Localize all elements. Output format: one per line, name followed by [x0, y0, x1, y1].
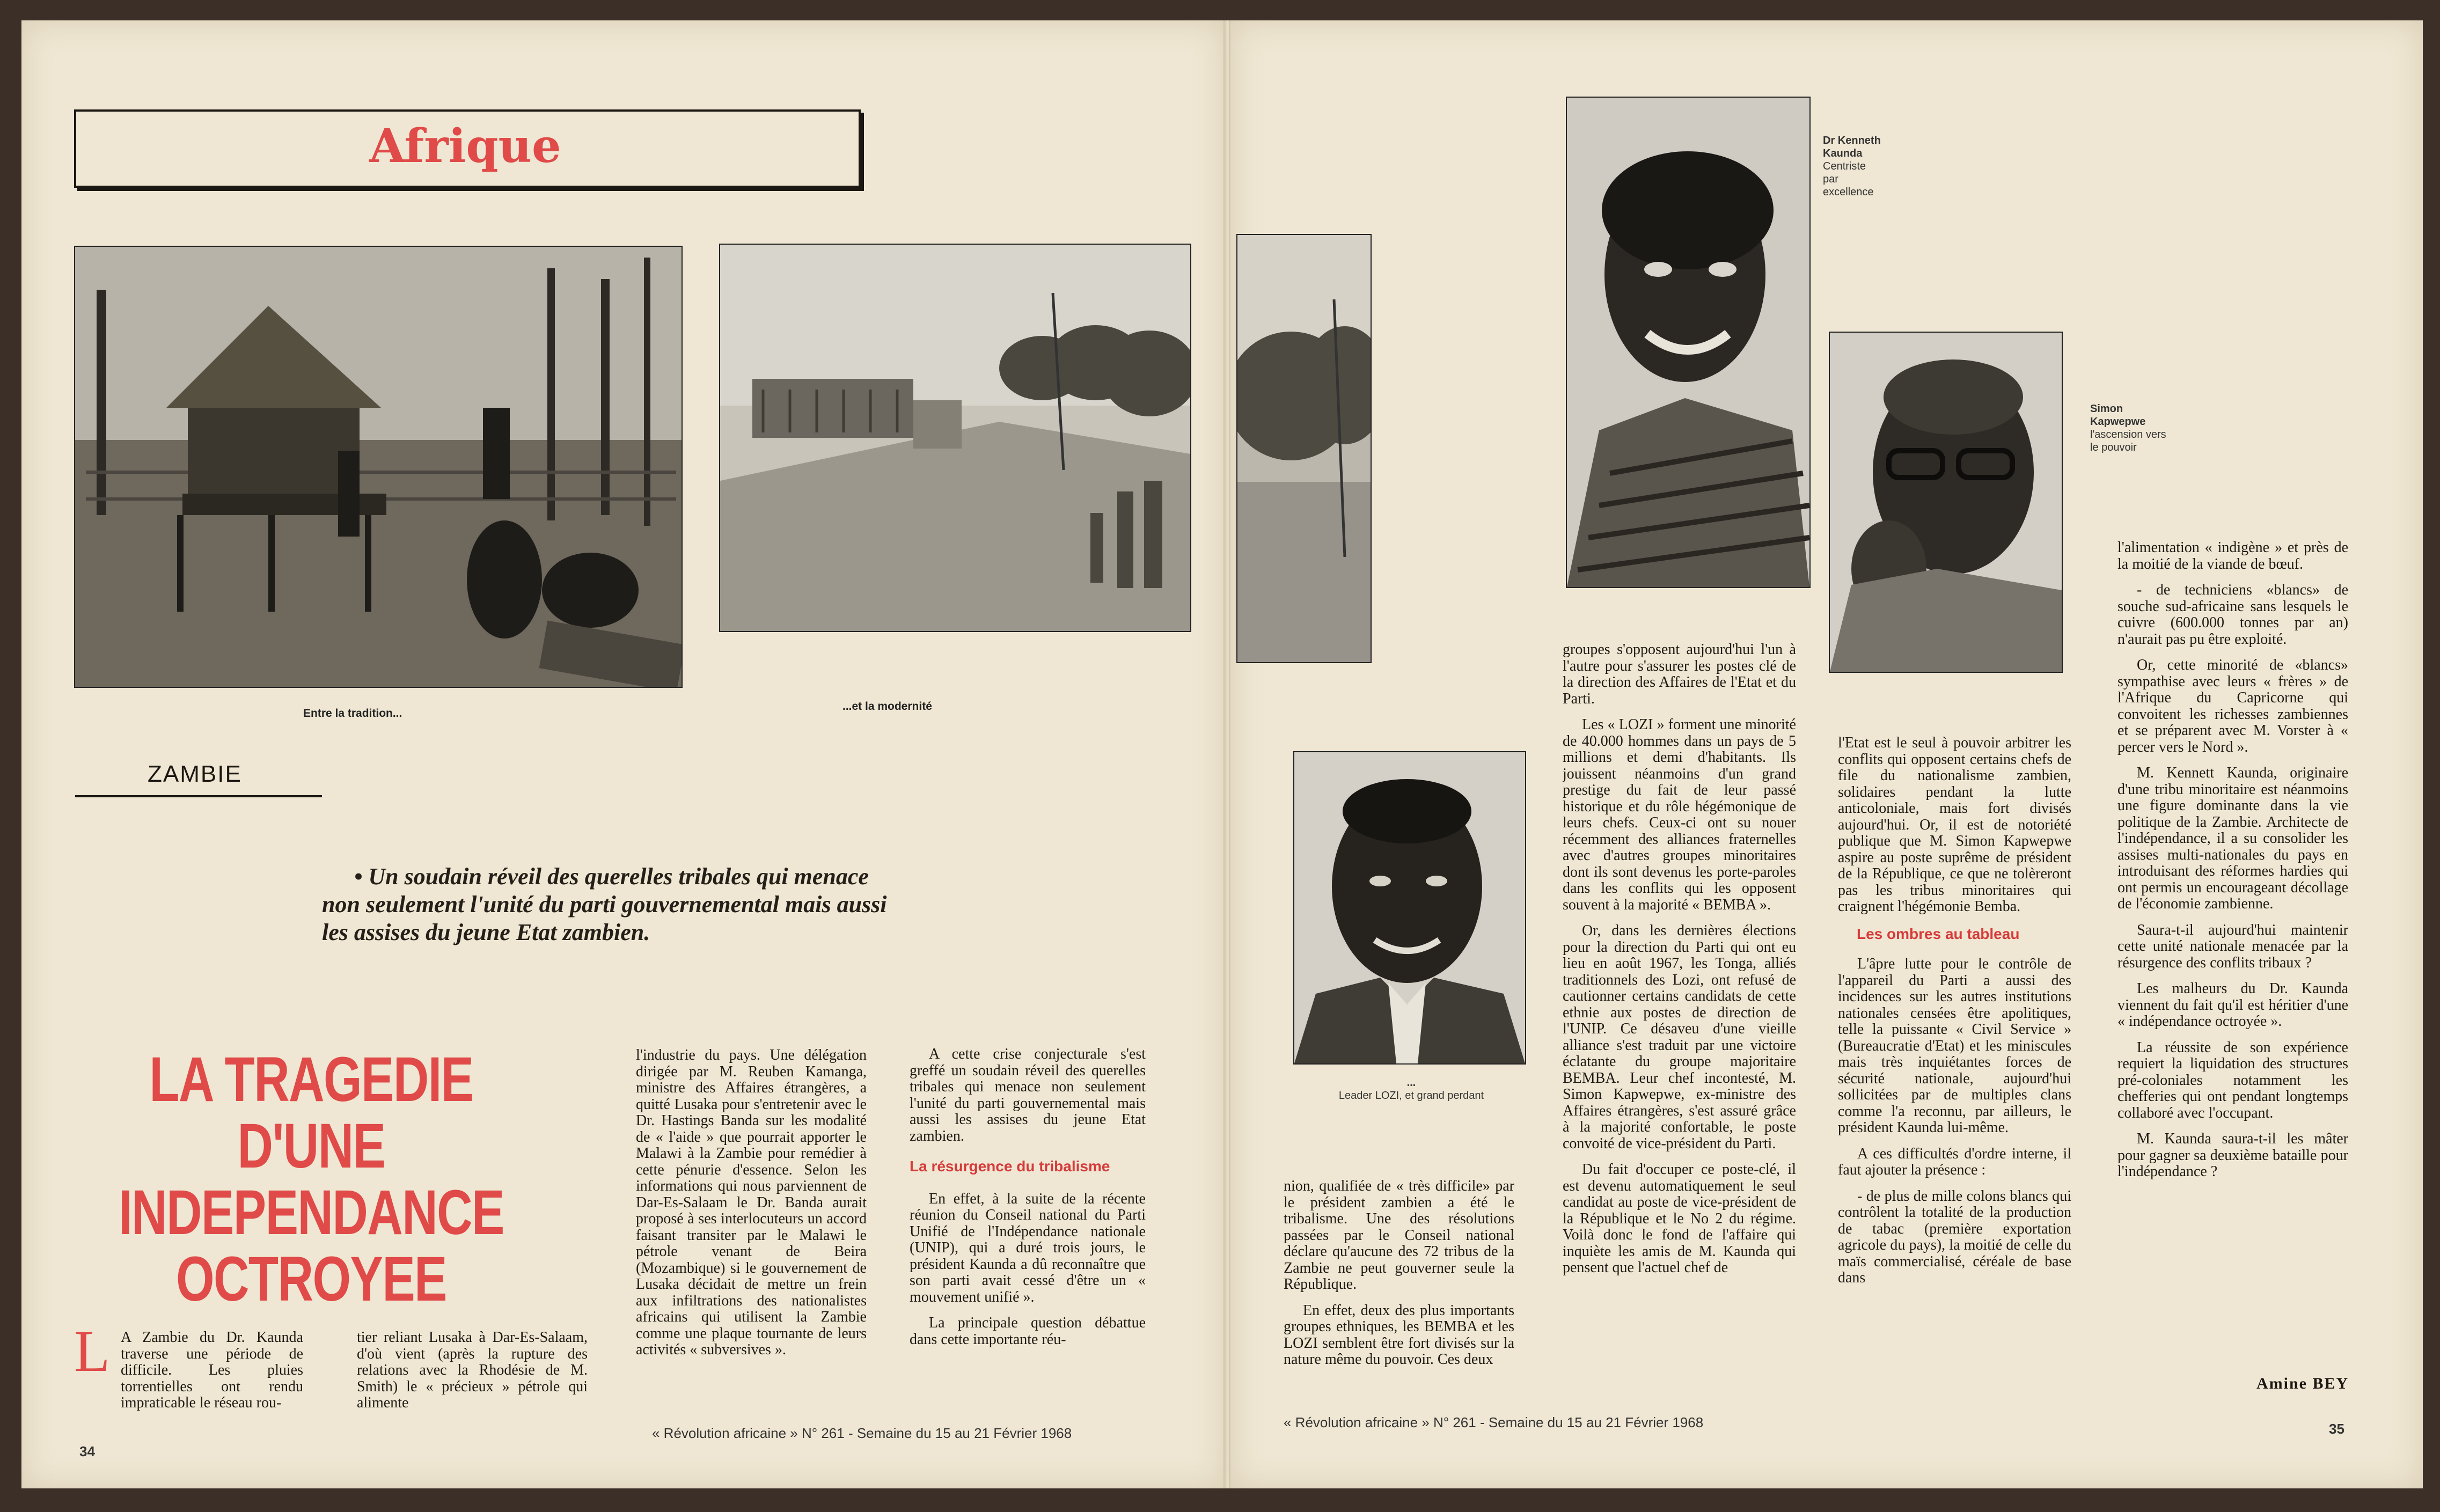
- article-col-4: [910, 1046, 1146, 1406]
- article-col-2: [357, 1330, 588, 1421]
- photo-lozi-leader: [1293, 751, 1526, 1065]
- right-footer: « Révolution africaine » N° 261 - Semaine du 15 au 21 Février 1968: [1284, 1414, 1704, 1430]
- photo-caption-tradition: Entre la tradition...: [303, 707, 402, 720]
- article-col-2-text: tier reliant Lusaka à Dar-Es-Salaam, d'où vient (après la rupture des relations avec la Rhodésie de M. Smith) le « précieux » pétrole qui alimente: [357, 1329, 588, 1411]
- article-col-d-p8: M. Kaunda saura-t-il les mâter pour gagner sa deuxième bataille pour l'indépendance ?: [2117, 1131, 2348, 1180]
- article-col-b-p3: Or, dans les dernières élections pour la direction du Parti qui ont eu lieu en août 1967, les Tonga, alliés traditionnels des Lozi, ont refusé de cautionner certains candidats de cette ethnie aux postes de direction de l'UNIP. Ce désaveu d'une vieille alliance s'est traduit par une victoire éclatante du groupe majoritaire BEMBA. Leur chef incontesté, M. Simon Kapwepwe, ex-ministre des Affaires étrangères, s'est assuré grâce à la majorité confortable, le poste convoité de vice-président du Parti.: [1563, 922, 1796, 1152]
- article-col-a-p2: En effet, deux des plus importants groupes ethniques, les BEMBA et les LOZI semblent être fort divisés sur la nature même du pouvoir. Ces deux: [1284, 1302, 1514, 1368]
- right-folio: 35: [2329, 1421, 2344, 1437]
- article-col-b-p2: Les « LOZI » forment une minorité de 40.000 hommes dans un pays de 5 millions et demi d'habitants. Ils jouissent néanmoins d'un grand prestige du fait de leur passé historique et du rôle hégémonique de leurs chefs. Ceux-ci ont su nouer récemment des alliances fraternelles avec d'autres groupes minoritaires dont ils sont devenus les porte-paroles dans les conflits qui les opposent souvent à la majorité « BEMBA ».: [1563, 716, 1796, 913]
- caption-kaunda-line-1: Dr Kenneth: [1823, 135, 1881, 146]
- article-col-d-p2: - de techniciens «blancs» de souche sud-africaine sans lesquels le cuivre (600.000 tonnes par an) n'aurait pas pu être exploité.: [2117, 582, 2348, 648]
- article-col-c-p2: L'âpre lutte pour le contrôle de l'appareil du Parti a aussi des incidences sur les autres institutions nationales censées être apolitiques, telle la puissante « Civil Service » (Bureaucratie d'Etat) et les miniscules mais très inquiétantes forces de sécurité nationale, aujourd'hui sollicitées par de multiples clans comme l'a reconnu, par ailleurs, le président Kaunda lui-même.: [1838, 956, 2071, 1136]
- article-col-a: [1284, 1178, 1514, 1388]
- intro-text: • Un soudain réveil des querelles tribales qui menace non seulement l'unité du parti gouvernemental mais aussi les assises du jeune Etat zambien.: [322, 863, 887, 945]
- headline-line-1: LA TRAGEDIE D'UNE: [149, 1044, 473, 1181]
- article-col-b: [1563, 642, 1796, 1389]
- article-col-1-text: A Zambie du Dr. Kaunda traverse une période de difficile. Les pluies torrentielles ont rendu impraticable le réseau rou-: [121, 1329, 303, 1411]
- caption-kapwepwe-line-1: Simon: [2090, 403, 2123, 415]
- article-col-c-p3: A ces difficultés d'ordre interne, il faut ajouter la présence :: [1838, 1145, 2071, 1178]
- photo-tradition: [74, 246, 683, 688]
- article-col-d-p6: Les malheurs du Dr. Kaunda viennent du fait qu'il est héritier d'une « indépendance octroyée ».: [2117, 980, 2348, 1030]
- caption-kaunda: [1823, 134, 1881, 199]
- photo-kapwepwe: [1829, 332, 2063, 673]
- article-col-d-p3: Or, cette minorité de «blancs» sympathise avec leurs « frères » de l'Afrique du Capricorne qui convoitent les richesses zambiennes et se préparent avec M. Vorster à « percer vers le Nord ».: [2117, 657, 2348, 755]
- caption-lozi-leader: [1299, 1076, 1524, 1102]
- article-col-1: [121, 1330, 303, 1421]
- article-col-4-p1: A cette crise conjecturale s'est greffé un soudain réveil des querelles tribales qui menace non seulement l'unité du parti gouvernemental mais aussi les assises du jeune Etat zambien.: [910, 1046, 1146, 1144]
- caption-kaunda-line-4: par: [1823, 173, 1838, 185]
- article-col-c: [1838, 735, 2071, 1389]
- left-folio: 34: [79, 1443, 95, 1459]
- author-signature: Amine BEY: [2256, 1375, 2349, 1392]
- article-col-b-p1: groupes s'opposent aujourd'hui l'un à l'autre pour s'assurer les postes clé de la direction des Affaires de l'Etat et du Parti.: [1563, 642, 1796, 707]
- article-col-4-p3: La principale question débattue dans cette importante réu-: [910, 1315, 1146, 1348]
- photo-modernite: [719, 244, 1191, 632]
- article-col-b-p4: Du fait d'occuper ce poste-clé, il est devenu automatiquement le seul candidat au poste de vice-président de la République et le No 2 du régime. Voilà donc le fond de l'affaire qui inquiète les amis de M. Kaunda qui pensent que l'actuel chef de: [1563, 1161, 1796, 1276]
- drop-cap: L: [74, 1318, 111, 1384]
- caption-lozi-leader-line-1: ...: [1406, 1077, 1416, 1089]
- photo-kaunda: [1566, 97, 1811, 588]
- country-label: ZAMBIE: [148, 761, 242, 787]
- article-col-3: [636, 1047, 867, 1407]
- article-col-c-p1: l'Etat est le seul à pouvoir arbitrer les conflits qui opposent certains chefs de file du nationalisme zambien, solidaires pendant la lutte anticoloniale, mais fort divisés aujourd'hui. Or, il est de notoriété publique que M. Simon Kapwepwe aspire au poste suprême de président de la République, ce que ne tolèreront pas les tribus minoritaires qui craignent l'hégémonie Bemba.: [1838, 735, 2071, 915]
- caption-kapwepwe-line-3: l'ascension vers: [2090, 429, 2166, 441]
- article-col-d-p7: La réussite de son expérience requiert la liquidation des structures pré-coloniales notamment les chefferies qui ont pendant longtemps collaboré avec l'occupant.: [2117, 1039, 2348, 1121]
- caption-kapwepwe-line-2: Kapwepwe: [2090, 416, 2146, 428]
- country-underline: [75, 795, 322, 797]
- article-col-d: [2117, 540, 2348, 1377]
- subhead-ombres: Les ombres au tableau: [1857, 925, 2020, 942]
- section-title: Afrique: [369, 119, 561, 173]
- article-col-d-p1: l'alimentation « indigène » et près de la moitié de la viande de bœuf.: [2117, 540, 2348, 572]
- article-col-3-text: l'industrie du pays. Une délégation dirigée par M. Reuben Kamanga, ministre des Affaires étrangères, a quitté Lusaka pour s'entretenir avec le Dr. Hastings Banda sur les modalité de « l'aide » que pourrait apporter le Malawi à la Zambie pour remédier à cette pénurie d'essence. Selon les informations qui nous parviennent de Dar-Es-Salaam le Dr. Banda aurait proposé à ses interlocuteurs un accord faisant transiter par le Malawi le pétrole venant de Beira (Mozambique) si le gouvernement de Lusaka décidait de mettre un frein aux infiltrations des nationalistes africains qui utilisent la Zambie comme une plaque tournante de leurs activités « subversives ».: [636, 1047, 867, 1358]
- subhead-resurgence: La résurgence du tribalisme: [910, 1158, 1110, 1175]
- article-col-a-p1: nion, qualifiée de « très difficile» par le président zambien a été le tribalisme. Une des résolutions passées par le Conseil national déclare qu'aucune des 72 tribus de la Zambie ne peut gouverner seule la République.: [1284, 1178, 1514, 1293]
- headline-line-3: OCTROYEE: [175, 1244, 447, 1315]
- headline: [102, 1044, 521, 1315]
- caption-kaunda-line-2: Kaunda: [1823, 148, 1863, 159]
- left-footer: « Révolution africaine » N° 261 - Semaine du 15 au 21 Février 1968: [652, 1425, 1072, 1441]
- article-col-c-p4: - de plus de mille colons blancs qui contrôlent la totalité de la production de tabac (première exportation agricole du pays), la moitié de celle du maïs commercialisé, céréale de base dans: [1838, 1187, 2071, 1286]
- article-col-d-p4: M. Kennett Kaunda, originaire d'une tribu minoritaire est néanmoins une figure dominante dans la vie politique de la Zambie. Architecte de l'indépendance, il a su consolider les assises multi-nationales du pays en introduisant des réformes hardies qui ont permis un encourageant décollage de l'économie zambienne.: [2117, 765, 2348, 912]
- caption-lozi-leader-line-2: Leader LOZI, et grand perdant: [1338, 1090, 1484, 1102]
- photo-caption-modernite: ...et la modernité: [842, 700, 932, 713]
- article-col-4-p2: En effet, à la suite de la récente réunion du Conseil national du Parti Unifié de l'Indépendance nationale (UNIP), qui a duré trois jours, le président Kaunda a dû reconnaître que son parti avait cessé d'être un « mouvement unifié ».: [910, 1190, 1146, 1305]
- caption-kapwepwe: [2090, 402, 2166, 454]
- caption-kaunda-line-3: Centriste: [1823, 160, 1866, 172]
- article-col-d-p5: Saura-t-il aujourd'hui maintenir cette unité nationale menacée par la résurgence des conflits tribaux ?: [2117, 921, 2348, 971]
- caption-kapwepwe-line-4: le pouvoir: [2090, 442, 2137, 453]
- caption-kaunda-line-5: excellence: [1823, 186, 1874, 198]
- photo-modernite-continued: [1236, 234, 1372, 663]
- headline-line-2: INDEPENDANCE: [119, 1177, 504, 1248]
